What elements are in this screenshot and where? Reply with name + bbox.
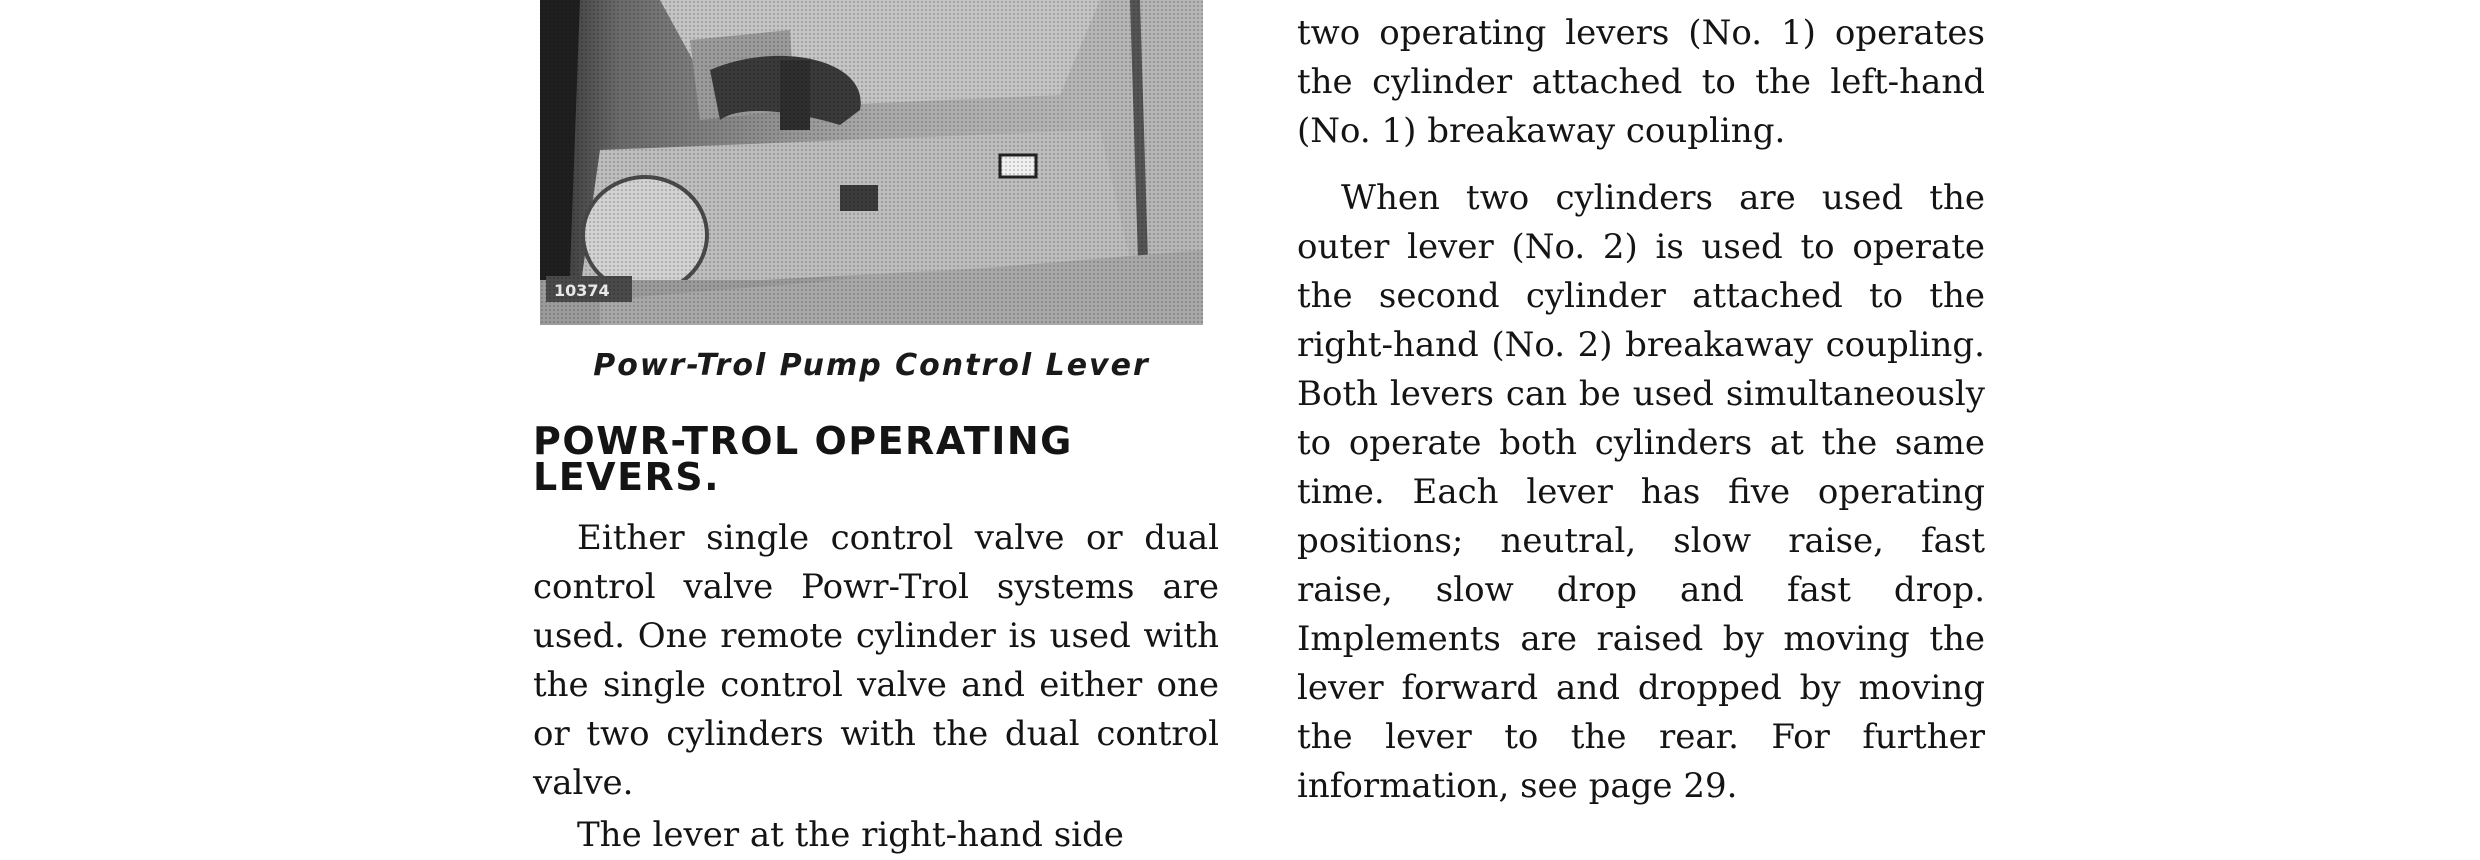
photo-illustration [540,0,1203,325]
left-paragraph-2-text: The lever at the right-hand side [577,815,1124,855]
right-paragraph-1-continued: two operating levers (No. 1) operates the cylinder attached to the left-hand (No. 1) breakaway coupling. [1297,13,1985,151]
right-paragraph-2: When two cylinders are used the outer lever (No. 2) is used to operate the second cylinder attached to the right-hand (No. 2) breakaway coupling. Both levers can be used simultaneously to operate both cylinders at the same time. Each lever has five operating positions; neutral, slow raise, fast raise, slow drop and fast drop. Implements are raised by moving the lever forward and dropped by moving the lever to the rear. For further information, see page 29. [1297,178,1985,806]
section-heading: POWR-TROL OPERATING LEVERS. [533,419,1073,499]
left-paragraph-1: Either single control valve or dual control valve Powr-Trol systems are used. One remote cylinder is used with the single control valve and either one or two cylinders with the dual control valve. [533,518,1219,803]
left-paragraph-2-partial [533,815,1233,855]
right-column [1297,9,1985,811]
pump-control-lever-photo [540,0,1203,325]
left-column [533,514,1219,808]
figure-caption: Powr-Trol Pump Control Lever [593,348,1150,383]
photo-stamp-number: 10374 [554,281,610,300]
